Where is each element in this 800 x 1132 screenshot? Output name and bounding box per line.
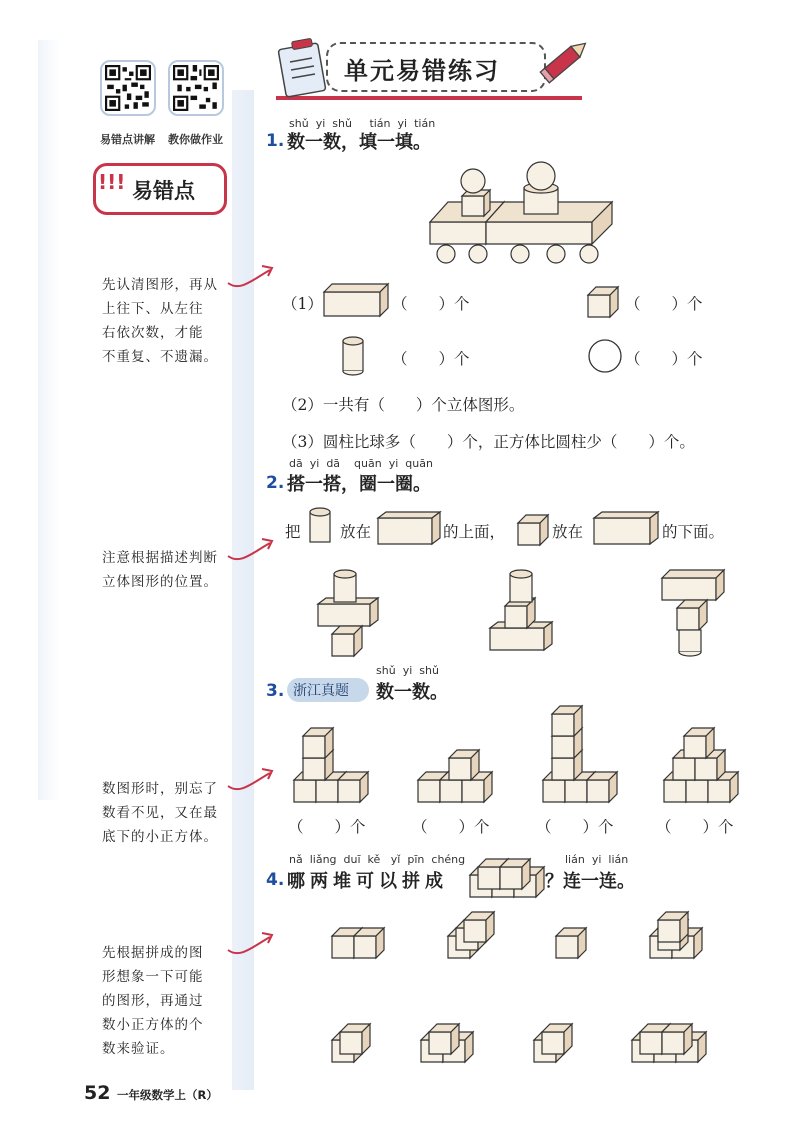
cube-stack-2: [418, 750, 492, 802]
cube-icon: [588, 287, 618, 317]
cylinder-inline-icon: [310, 508, 330, 542]
tip-line: 数看不见，又在最: [102, 805, 218, 821]
tip-line: 注意根据描述判断: [102, 550, 218, 566]
q1-prompt: 数一数，填一填。: [287, 132, 431, 153]
arrow-icon: [228, 543, 270, 559]
q1-blank-sphere[interactable]: （ ）个: [625, 350, 703, 368]
q1-number: 1.: [266, 131, 285, 151]
qr-label-left: 易错点讲解: [100, 133, 155, 146]
q3-blank-3[interactable]: （ ）个: [536, 818, 614, 836]
pinyin-syllable: yi: [315, 117, 326, 130]
cube-stack-3: [543, 706, 617, 802]
pinyin-syllable: chéng: [431, 853, 466, 866]
pinyin-syllable: quān: [354, 457, 382, 470]
clipboard-icon: [278, 38, 326, 97]
piece-bottom-2[interactable]: [421, 1024, 473, 1062]
pinyin-syllable: shǔ: [376, 664, 396, 677]
tip-line: 底下的小正方体。: [102, 829, 218, 845]
tip-line: 的图形，再通过: [102, 993, 204, 1009]
q1-part1-label: （1）: [282, 295, 323, 313]
q3-number: 3.: [266, 681, 285, 701]
pinyin-syllable: lián: [565, 853, 585, 866]
tip-line: 立体图形的位置。: [102, 574, 218, 590]
tip-line: 先认清图形，再从: [102, 277, 218, 293]
cube-stack-1: [294, 728, 368, 802]
q2-prompt: 搭一搭，圈一圈。: [287, 474, 431, 495]
cuboid-inline-icon: [378, 512, 440, 544]
pinyin-syllable: dā: [289, 457, 303, 470]
q2-word-put2: 放在: [552, 523, 584, 541]
pinyin-syllable: yi: [397, 117, 408, 130]
piece-top-3[interactable]: [556, 928, 586, 958]
q1-blank-cuboid[interactable]: （ ）个: [392, 295, 470, 313]
pinyin-syllable: dā: [326, 457, 341, 470]
tag-label: 浙江真题: [293, 683, 349, 699]
q4-prompt-a: 哪两堆可以拼成: [287, 871, 448, 892]
arrow-icon: [228, 270, 270, 286]
q3-prompt: 数一数。: [376, 682, 448, 703]
pinyin-syllable: quān: [405, 457, 433, 470]
q2-word-ba: 把: [285, 523, 301, 541]
pencil-icon: [540, 38, 590, 83]
cuboid-inline-icon-2: [594, 512, 658, 544]
q3-blank-1[interactable]: （ ）个: [288, 818, 366, 836]
pinyin-syllable: yi: [388, 457, 399, 470]
pinyin-syllable: yi: [402, 664, 413, 677]
stack-option-3[interactable]: [662, 570, 724, 656]
pinyin-syllable: pīn: [407, 853, 425, 866]
tip-line: 右依次数，才能: [102, 325, 204, 341]
pinyin-syllable: kě: [367, 853, 381, 866]
arrow-icon: [228, 773, 270, 789]
pinyin-syllable: yi: [309, 457, 320, 470]
q2-word-above: 的上面，: [443, 523, 506, 541]
pinyin-syllable: lián: [608, 853, 629, 866]
book-title: 一年级数学上（R）: [117, 1088, 218, 1102]
q2-number: 2.: [266, 473, 285, 493]
q1-part2: （2）一共有（ ）个立体图形。: [282, 396, 525, 414]
target-figure: [470, 859, 544, 897]
q1-blank-cylinder[interactable]: （ ）个: [392, 350, 470, 368]
exclamation-marks: !!!: [98, 170, 126, 194]
tip-line: 数图形时，别忘了: [102, 781, 218, 797]
pinyin-syllable: shǔ: [289, 117, 309, 130]
cuboid-icon: [324, 284, 388, 316]
tip-line: 先根据拼成的图: [102, 945, 204, 961]
q1-part3: （3）圆柱比球多（ ）个，正方体比圆柱少（ ）个。: [282, 433, 695, 451]
q2-word-below: 的下面。: [662, 523, 725, 541]
tip-line: 不重复、不遗漏。: [102, 349, 218, 365]
piece-top-4[interactable]: [650, 912, 702, 958]
sphere-icon: [589, 340, 621, 372]
pinyin-syllable: yi: [591, 853, 602, 866]
piece-bottom-1[interactable]: [332, 1024, 370, 1062]
qr-label-right: 教你做作业: [168, 133, 223, 146]
tip-line: 上往下、从左往: [102, 301, 204, 317]
page-number: 52: [84, 1082, 111, 1104]
arrow-icon: [228, 937, 270, 953]
cube-stack-4: [664, 728, 738, 802]
q4-number: 4.: [266, 870, 285, 890]
pinyin-syllable: tián: [369, 117, 391, 130]
piece-bottom-3[interactable]: [534, 1024, 572, 1062]
pinyin-syllable: liǎng: [309, 853, 337, 866]
q4-prompt-b: ？连一连。: [545, 871, 635, 892]
q1-blank-cube[interactable]: （ ）个: [625, 295, 703, 313]
piece-top-2[interactable]: [448, 912, 494, 958]
q3-blank-4[interactable]: （ ）个: [656, 818, 734, 836]
q2-word-put: 放在: [340, 523, 372, 541]
piece-top-1[interactable]: [332, 928, 384, 958]
cube-inline-icon: [518, 515, 548, 545]
q3-blank-2[interactable]: （ ）个: [412, 818, 490, 836]
pinyin-syllable: nǎ: [289, 853, 303, 866]
tip-line: 数来验证。: [102, 1041, 175, 1057]
stack-option-1[interactable]: [318, 570, 378, 656]
pinyin-syllable: yǐ: [390, 853, 401, 866]
page-title: 单元易错练习: [344, 56, 500, 85]
badge-title: 易错点: [132, 178, 195, 203]
piece-bottom-4[interactable]: [632, 1024, 706, 1062]
pinyin-syllable: shǔ: [332, 117, 352, 130]
pinyin-syllable: shǔ: [419, 664, 439, 677]
pinyin-syllable: duī: [343, 853, 361, 866]
tip-line: 数小正方体的个: [102, 1017, 204, 1033]
stack-option-2[interactable]: [490, 570, 552, 650]
train-figure: [430, 162, 612, 263]
tip-line: 形想象一下可能: [102, 969, 204, 985]
pinyin-syllable: tián: [414, 117, 436, 130]
cylinder-icon: [343, 337, 363, 375]
